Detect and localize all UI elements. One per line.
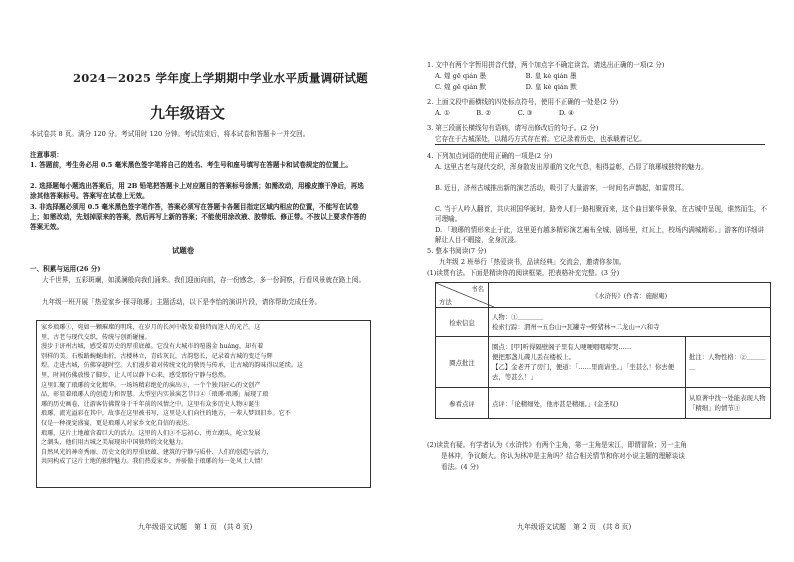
row-content: 点评：「论精细处，他亦甚是精细。」(金圣叹) — [489, 388, 686, 419]
question-5: 5. 整本书阅读(7 分) — [427, 247, 487, 255]
section-title: 试题卷 — [172, 246, 195, 255]
book-title-cell: 《水浒传》(作者：施耐庵) — [489, 283, 771, 308]
subject-title: 九年级语文 — [150, 104, 226, 122]
row-label: 圈点批注 — [436, 337, 489, 388]
notice-head: 注意事项： — [30, 151, 63, 159]
excerpt-line: 之潮头，他们用古城之美展现出中国独特的文化魅力。 — [41, 439, 188, 447]
excerpt-line: 家乡琅琊①，宛如一颗璀璨的明珠，在岁月的长河中散发着独特而迷人的光芒。这 — [41, 324, 261, 331]
excerpt-line: 煌。走进古城，仿佛穿越时空。人们漫步着对传统文化的敬畏与传承，让古城的韵味得以延续。这 — [41, 362, 304, 370]
excerpt-line: 这里汇聚了琅琊的文化精华。一场场精彩绝伦的演出③，一个个独具匠心的文创产 — [41, 381, 261, 389]
row-extra: 从原著中找一处能表现人物「精细」的情节③ — [686, 388, 771, 419]
excerpt-line: 琅琊，这片土地蕴含着巨大的活力。这里的人们③不忘初心，勇立潮头，屹立发展 — [41, 429, 261, 437]
q2-options: A. ① B. ② C. ③ D. ④ — [435, 109, 575, 117]
row-content: 人物：①＿＿＿＿ 检索行踪：渭州→五台山→瓦罐寺→野猪林→二龙山→六和寺 — [489, 308, 771, 337]
page-footer-left: 九年级语文试题 第 1 页 (共 8 页) — [138, 523, 253, 531]
notice-1: 1. 答题前，考生务必用 0.5 毫米黑色签字笔将自己的姓名、考生号和座号填写在答题卡和试卷规定的位置上。 — [30, 161, 352, 169]
row-content: 圈点：[甲]听得隔壁阁子里有人哽哽咽咽啼哭…… 便把那盏儿碟儿丢在楼板上。 【乙】金老开了房门，便道：「……里面请坐。」「坐甚么！你去便去，等甚么！」 — [489, 337, 686, 388]
q3-sentence: 它存在于古城深处，以精巧方式存在着。它记录着历史，也承载着记忆。 — [435, 134, 765, 145]
lead-paragraph-2: 九年级一班开展「热爱家乡·探寻琅琊」主题活动，以下是李怡的演讲片段，请你帮助完成任务。 — [42, 298, 322, 306]
excerpt-line: 琊的历史画卷，让游客仿佛置身于千年前的风情之中。这里有众多历史人物④诞生 — [41, 400, 261, 408]
excerpt-line: 仅是一种视觉盛宴，更是琅琊人对家乡文化自信的表达。 — [41, 419, 194, 427]
notice-2: 2. 选择题每小题选出答案后，用 2B 铅笔把答题卡上对应题目的答案标号涂黑；如需改动，用橡皮擦干净后，再选涂其他答案标号。答案写在试卷上无效。 — [30, 182, 364, 201]
table-corner-cell — [436, 283, 489, 308]
corner-method-label: 方法 — [439, 298, 452, 306]
excerpt-line: 共同构成了这片土地的独特魅力。我们热爱家乡，并骄傲于琅琊的每一处风土人情！ — [41, 458, 267, 466]
lead-paragraph-1: 大千世界，五彩斑斓，如溪澜般向我们涌来。我们迎面向前，存一份感念，多一份洞察，行看风景就在路上阅。 — [42, 276, 366, 284]
part-one-heading: 一、积累与运用(26 分) — [30, 265, 101, 273]
question-4: 4. 下列加点词语的使用正确的一项是(2 分) — [427, 152, 553, 160]
question-3: 3. 第三段画长横线句有语病，请写出修改后的句子。(2 分) — [427, 124, 599, 132]
question-1: 1. 文中有两个字暂用拼音代替，两个加点字不确定读音。请选出正确的一项(2 分) — [427, 61, 665, 69]
q1-options-ab: A. 煌 gē qián 墨 B. 皇 kè qián 墨 — [435, 72, 577, 80]
q4-option-a: A. 这里古老与现代交织，浑身散发出厚重的文化气息，相得益彰，凸显了琅琊城独特的魅力。 — [435, 163, 708, 171]
page-footer-right: 九年级语文试题 第 2 页 (共 8 页) — [517, 523, 632, 531]
exam-title: 2024－2025 学年度上学期期中学业水平质量调研试题 — [73, 71, 368, 85]
reading-notes-table — [435, 282, 771, 419]
excerpt-line: 里，古老与现代交织，传统与创新碰撞。 — [41, 333, 151, 341]
excerpt-line: 琅琊，流光溢彩在其中，故事在这里被书写，这里是人们向往的地方，一辈人梦回旧乡。它不 — [41, 410, 291, 418]
q5-part-2-line-2: 是林冲，争议颇大。你认为林冲是主角吗？结合相关情节和你对小说主题的理解谈谈 — [441, 452, 685, 460]
row-label: 检索信息 — [436, 308, 489, 337]
excerpt-line: 自然风光的神奇秀丽、历史文化的厚重底蕴、建筑的宁静与质朴、人们的创造与活力， — [41, 448, 273, 456]
speech-excerpt-box — [36, 320, 371, 488]
question-2: 2. 上面文段中画横线的四处标点符号，使用不正确的一处是(2 分) — [427, 98, 619, 106]
q5-part-2-line-1: (2)读贵有疑。有学者认为《水浒传》有两个主角，第一主角是宋江，即谓冒险；另一主角 — [427, 441, 687, 449]
right-page — [397, 0, 794, 562]
excerpt-line: 别样的美。石板路蜿蜒曲折，古楼林立，青砖灰瓦，古韵悠长，记录着古城的变迁与辉 — [41, 352, 273, 360]
q5-part-1: (1)读贯有法。下面是精读你的阅读框架，把表格补充完整。(3 分) — [427, 269, 620, 277]
q4-option-b: B. 近日，济州古城推出新的演艺活动，吸引了大量游客，一时间名声鹊起，如雷贯耳。 — [435, 184, 689, 192]
q5-part-2-line-3: 看法。(4 分) — [441, 463, 479, 471]
excerpt-line: 品，彰显着琅琊人的创造力和智慧。大型室内实景演艺节目④「琅琊·琅琊」展现了琅 — [41, 391, 269, 399]
exam-intro: 本试卷共 8 页。满分 120 分。考试用时 120 分钟。考试结束后，将本试卷和答题卡一并交回。 — [30, 130, 310, 138]
excerpt-line: 里，时间仿佛放慢了脚步，让人可以静下心来，感受那份宁静与悠然。 — [41, 371, 230, 379]
q1-options-cd: C. 煌 gē qián 默 D. 皇 kè qián 默 — [435, 83, 577, 91]
q4-option-d: D. 「琅琊的情形来止于此，这里更有越多精彩演艺遍布全城，剧场里，红瓦上，校场内满城精彩。」游客的详细讲解让人目不暇接，全身沉浸。 — [435, 226, 765, 245]
q5-intro: 九年级 2 班举行「热爱读书，品读经典」交流会，邀请你参加。 — [439, 258, 626, 266]
row-label: 参看点评 — [436, 388, 489, 419]
excerpt-line: 漫步于济州古城，感受着历史的厚重底蕴。它没有大城市的喧嚣金 huáng，却有着 — [41, 343, 264, 351]
corner-book-label: 书名 — [471, 285, 484, 293]
q4-option-c: C. 当于人吟人翻首，共庆祖国华诞时，路旁人们一路相聚而来，这个曲目繁华景象，在古城中呈现，谁然而生，不可理喻。 — [435, 205, 768, 224]
row-extra: 批注：人物性格：②＿＿＿＿ — [686, 337, 771, 388]
notice-3: 3. 非选择题必须用 0.5 毫米黑色签字笔作答，答案必须写在答题卡各题目指定区域内相应的位置，不能写在试卷上；如需改动，先划掉原来的答案，然后再写上新的答案；不能使用涂改液、胶带纸、修正带。不按以上要求作答的答案无效。 — [30, 203, 367, 232]
